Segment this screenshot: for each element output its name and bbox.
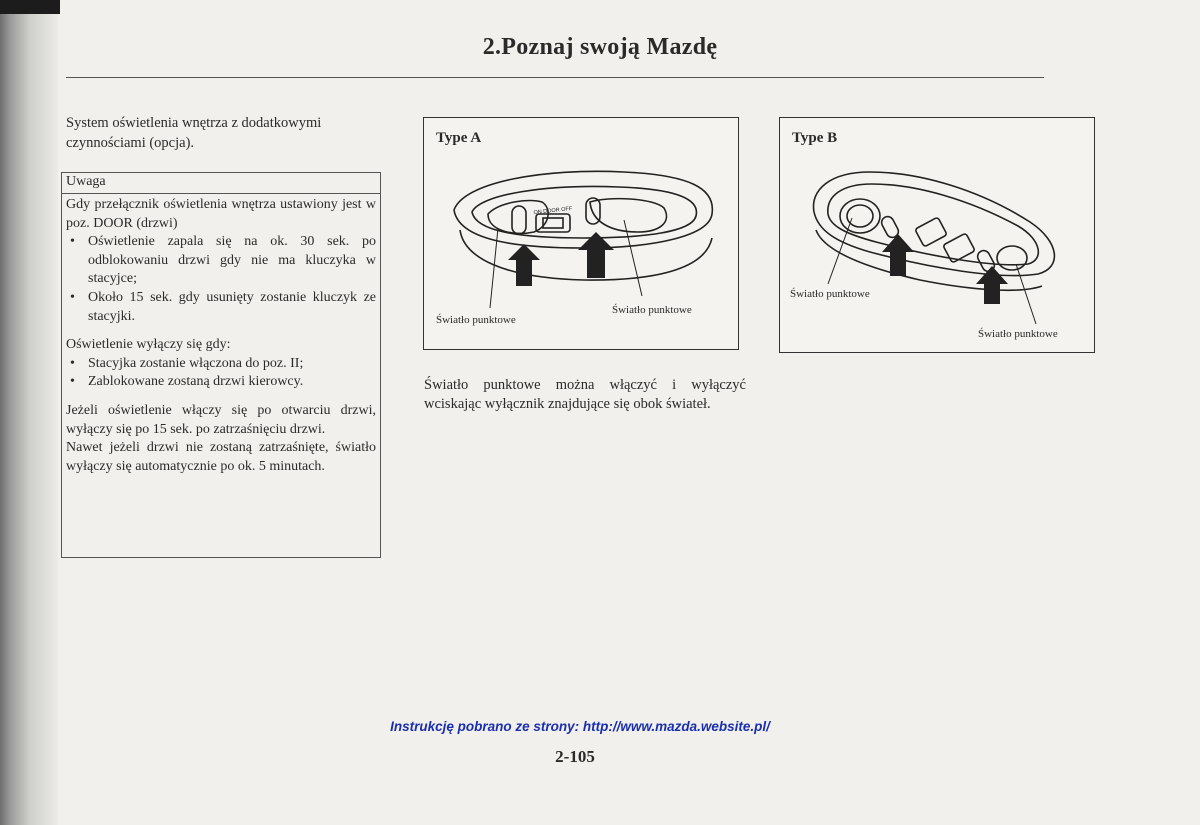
source-link[interactable]: Instrukcję pobrano ze strony: http://www.mazda.website.pl/	[390, 719, 770, 734]
list-item: • Zablokowane zostaną drzwi kierowcy.	[66, 373, 376, 392]
callout-spot-light-left: Światło punktowe	[790, 288, 870, 300]
callout-spot-light-right: Światło punktowe	[612, 304, 692, 316]
note-off-lead: Oświetlenie wyłączy się gdy:	[66, 337, 231, 353]
figure-label: Type A	[436, 130, 482, 146]
header-divider	[66, 77, 1044, 78]
figure-caption: Światło punktowe można włączyć i wyłączyć wciskając wyłącznik znajdujące się obok świateł.	[424, 377, 746, 412]
overhead-console-illustration-b	[780, 118, 1096, 354]
callout-spot-light-left: Światło punktowe	[436, 314, 516, 326]
switch-label: ON DOOR OFF	[533, 205, 573, 217]
page-number: 2-105	[555, 747, 595, 766]
note-list-2	[66, 355, 376, 392]
figure-type-b	[779, 117, 1095, 353]
note-paragraph-2: Nawet jeżeli drzwi nie zostaną zatrzaśnięte, światło wyłączy się automatycznie po ok. 5 minutach.	[66, 440, 376, 474]
list-item: • Stacyjka zostanie włączona do poz. II;	[66, 355, 376, 374]
page-binding-edge	[0, 0, 58, 825]
callout-spot-light-right: Światło punktowe	[978, 328, 1058, 340]
page-corner-shadow	[0, 0, 60, 14]
note-paragraph-1: Jeżeli oświetlenie włączy się po otwarciu drzwi, wyłączy się po 15 sek. po zatrzaśnięciu drzwi.	[66, 402, 376, 437]
page-title: 2.Poznaj swoją Mazdę	[482, 34, 718, 60]
figure-type-a	[423, 117, 739, 350]
list-item: • Około 15 sek. gdy usunięty zostanie kluczyk ze stacyjki.	[66, 289, 376, 326]
intro-text: System oświetlenia wnętrza z dodatkowymi czynnościami (opcja).	[66, 115, 322, 151]
list-item: • Oświetlenie zapala się na ok. 30 sek. po odblokowaniu drzwi gdy nie ma kluczyka w stacyjce;	[66, 233, 376, 289]
note-list-1	[66, 233, 376, 326]
note-lead: Gdy przełącznik oświetlenia wnętrza ustawiony jest w poz. DOOR (drzwi)	[66, 197, 376, 231]
note-box	[61, 172, 381, 558]
figure-label: Type B	[792, 130, 838, 146]
note-title: Uwaga	[62, 173, 380, 194]
